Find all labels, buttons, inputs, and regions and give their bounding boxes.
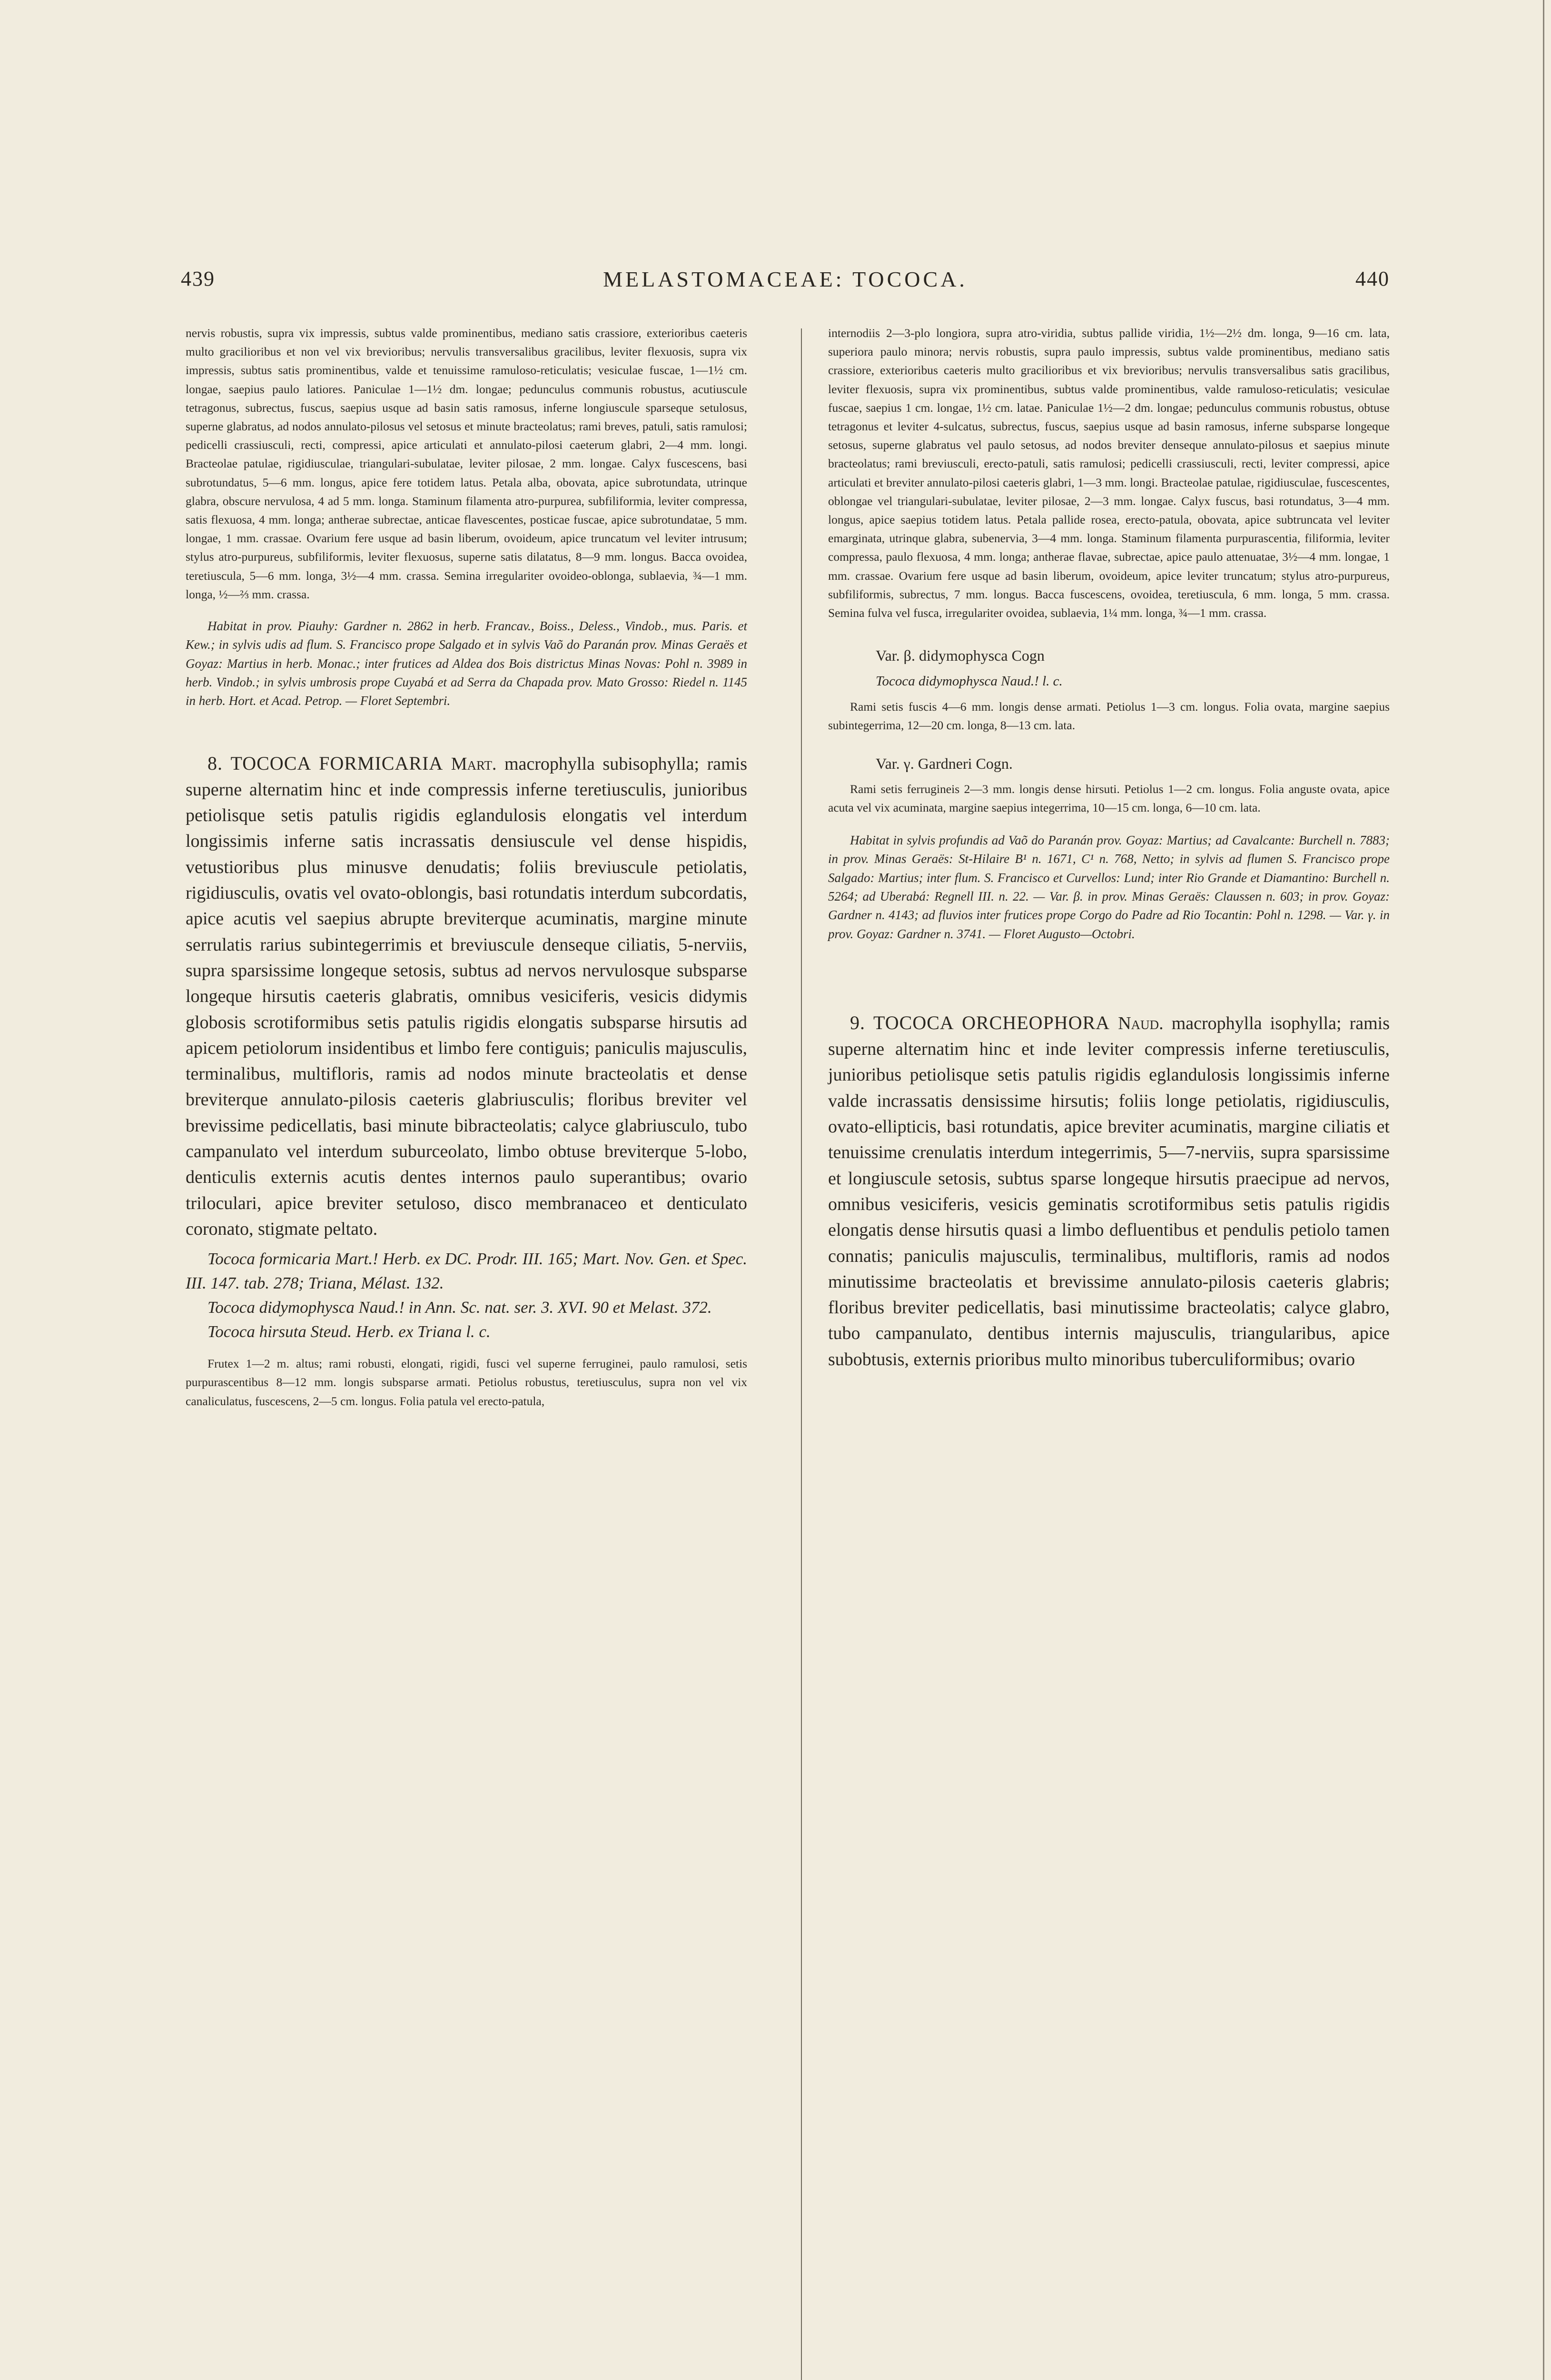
species-8-description: [186, 751, 747, 1242]
species-number: 8.: [207, 752, 223, 774]
variety-description: Rami setis fuscis 4—6 mm. longis dense armati. Petiolus 1—3 cm. longus. Folia ovata, margine saepius subintegerrima, 12—20 cm. longa, 8—13 cm. lata.: [828, 700, 1390, 733]
description-continuation: nervis robustis, supra vix impressis, subtus valde prominentibus, mediano satis crassiore, exterioribus caeteris multo gracilioribus et non vel vix brevioribus; nervulis transversalibus gracilibus, leviter flexuosis, supra vix impressis, subtus satis prominentibus, valde et tenuissime ramuloso-reticulatis; vesiculae fuscae, 1—1½ cm. longae, saepius paulo latiores. Paniculae 1—1½ dm. longae; pedunculus communis robustus, acutiuscule tetragonus, subrectus, fuscus, saepius usque ad basin satis ramosus, inferne longiuscule sparseque setulosus, superne glabratus, ad nodos annulato-pilosus vel setosus et minute bracteolatus; rami breves, patuli, satis ramulosi; pedicelli crassiusculi, recti, compressi, apice articulati et annulato-pilosi caeterum glabri, 2—4 mm. longi. Bracteolae patulae, rigidiusculae, triangulari-subulatae, leviter pilosae, 2 mm. longae. Calyx fuscescens, basi subrotundatus, 5—6 mm. longus, apice fere totidem latus. Petala alba, obovata, apice subrotundata, utrinque glabra, obscure nervulosa, 4 ad 5 mm. longa. Staminum filamenta atro-purpurea, subfiliformia, leviter compressa, satis flexuosa, 4 mm. longa; antherae subrectae, anticae flavescentes, posticae fuscae, apice subrotundatae, 5 mm. longae, 1 mm. crassae. Ovarium fere usque ad basin liberum, ovoideum, apice truncatum vel leviter intrusum; stylus atro-purpureus, subfiliformis, leviter flexuosus, superne satis dilatatus, 8—9 mm. longus. Bacca ovoidea, teretiuscula, 5—6 mm. longa, 3½—4 mm. crassa. Semina irregulariter ovoideo-oblonga, sublaevia, ¾—1 mm. longa, ½—⅔ mm. crassa.: [186, 326, 747, 601]
left-column: [186, 324, 747, 1410]
species-name: TOCOCA FORMICARIA: [230, 752, 444, 774]
synonym-citation: Tococa formicaria Mart.! Herb. ex DC. Prodr. III. 165; Mart. Nov. Gen. et Spec. III. 147. tab. 278; Triana, Mélast. 132.: [186, 1250, 747, 1293]
species-diagnosis: macrophylla subisophylla; ramis superne alternatim hinc et inde compressis inferne teretiusculis, junioribus petiolisque setis patulis rigidis eglandulosis elongatis vel interdum longissimis inferne satis incrassatis densiuscule vel dense hispidis, vetustioribus plus minusve denudatis; foliis breviuscule petiolatis, rigidiusculis, ovatis vel ovato-oblongis, basi rotundatis interdum subcordatis, apice acutis vel saepius abrupte breviterque acuminatis, margine minute serrulatis rarius subintegerrimis et breviuscule denseque ciliatis, 5-nerviis, supra sparsissime longeque setosis, subtus ad nervos nervulosque subsparse longeque hirsutis caeteris glabratis, omnibus vesiciferis, vesicis didymis globosis scrotiformibus setis patulis rigidis elongatis subsparse hirsutis ad apicem petiolorum insidentibus et limbo fere contiguis; paniculis majusculis, terminalibus, multifloris, ramis ad nodos minute bracteolatis et dense breviterque annulato-pilosis caeteris glabriusculis; floribus breviter vel brevissime pedicellatis, basi minute bibracteolatis; calyce glabriusculo, tubo campanulato vel interdum suburceolato, limbo obtuse breviterque 5-lobo, denticulis externis acutis dentes internos paulo superantibus; ovario triloculari, apice breviter setuloso, disco membranaceo et denticulato coronato, stigmate peltato.: [186, 754, 748, 1239]
species-diagnosis: macrophylla isophylla; ramis superne alternatim hinc et inde leviter compressis inferne teretiusculis, junioribus petiolisque setis patulis rigidis eglandulosis longissimis inferne valde incrassatis densissime hirsutis; foliis longe petiolatis, rigidiusculis, ovato-ellipticis, basi rotundatis, apice breviter acuminatis, margine ciliatis et tenuissime crenulatis interdum integerrimis, 5—7-nerviis, supra sparsissime et longiuscule setosis, subtus sparse longeque hirsutis praecipue ad nervos, omnibus vesiciferis, vesicis geminatis scrotiformibus setis patulis rigidis elongatis dense hirsutis quasi a limbo defluentibus et pendulis petiolo tamen connatis; paniculis majusculis, terminalibus, multifloris, ramis ad nodos minutissime bracteolatis et brevissime annulato-pilosis caeteris glabris; floribus breviter pedicellatis, basi minutissime bracteolatis; calyce glabro, tubo campanulato, dentibus internis majusculis, triangularibus, apice subobtusis, externis prioribus multo minoribus tuberculiformibus; ovario: [828, 1013, 1390, 1369]
variety-synonym: Tococa didymophysca Naud.! l. c.: [876, 674, 1063, 689]
habitat-paragraph: Habitat in sylvis profundis ad Vaõ do Paranán prov. Goyaz: Martius; ad Cavalcante: Burchell n. 7883; in prov. Minas Geraës: St-Hilaire B¹ n. 1671, C¹ n. 768, Netto; in sylvis ad flumen S. Francisco prope Salgado: Martius; inter flum. S. Francisco et Curvellos: Lund; inter Rio Grande et Diamantino: Burchell n. 5264; ad Uberabá: Regnell III. n. 22. — Var. β. in prov. Minas Geraës: Claussen n. 603; in prov. Goyaz: Gardner n. 4143; ad fluvios inter frutices prope Corgo do Padre ad Rio Tocantin: Pohl n. 1298. — Var. γ. in prov. Goyaz: Gardner n. 3741. — Floret Augusto—Octobri.: [828, 833, 1390, 941]
variety-description: Rami setis ferrugineis 2—3 mm. longis dense hirsuti. Petiolus 1—2 cm. longus. Folia anguste ovata, apice acuta vel vix acuminata, margine saepius integerrima, 10—15 cm. longa, 6—10 cm. lata.: [828, 782, 1390, 814]
description-paragraph: Frutex 1—2 m. altus; rami robusti, elongati, rigidi, fusci vel superne ferruginei, paulo ramulosi, setis purpurascentibus 8—12 mm. longis subsparse armati. Petiolus robustus, teretiusculus, supra non vel vix canaliculatus, fuscescens, 2—5 cm. longus. Folia patula vel erecto-patula,: [186, 1357, 747, 1408]
species-number: 9.: [850, 1012, 865, 1033]
page-edge-line: [1543, 0, 1544, 2380]
page-number-right: 440: [1355, 267, 1390, 290]
running-title: MELASTOMACEAE: TOCOCA.: [603, 267, 968, 291]
synonym-citation: Tococa didymophysca Naud.! in Ann. Sc. nat. ser. 3. XVI. 90 et Melast. 372.: [207, 1298, 712, 1317]
description-continuation: internodiis 2—3-plo longiora, supra atro-viridia, subtus pallide viridia, 1½—2½ dm. longa, 9—16 cm. lata, superiora paulo minora; nervis robustis, supra paulo impressis, subtus valde prominentibus, mediano satis crassiore, exterioribus caeteris multo gracilioribus et vix brevioribus; nervulis transversalibus satis gracilibus, leviter flexuosis, supra vix prominentibus, subtus valde prominentibus, valde ramuloso-reticulatis; vesiculae fuscae, saepius 1 cm. longae, 1½ cm. latae. Paniculae 1½—2 dm. longae; pedunculus communis robustus, obtuse tetragonus et leviter 4-sulcatus, subrectus, fuscus, saepius usque ad basin ramosus, inferne subsparse longeque setosus, superne glabratus vel paulo setosus, ad nodos breviter denseque annulato-pilosus et saepius minute bracteolatus; rami breviusculi, erecto-patuli, satis ramulosi; pedicelli crassiusculi, recti, leviter compressi, apice articulati et breviter annulato-pilosi caeteris glabri, 1—3 mm. longi. Bracteolae patulae, rigidiusculae, fuscescentes, oblongae vel triangulari-subulatae, leviter pilosae, 2—3 mm. longae. Calyx fuscus, basi rotundatus, 3—4 mm. longus, apice saepius totidem latus. Petala pallide rosea, erecto-patula, obovata, apice subtruncata vel leviter emarginata, utrinque glabra, subenervia, 3—4 mm. longa. Staminum filamenta purpurascentia, filiformia, leviter compressa, paulo flexuosa, 4 mm. longa; antherae flavae, subrectae, apice paulo attenuatae, 3½—4 mm. longae, 1 mm. crassae. Ovarium fere usque ad basin liberum, ovoideum, apice leviter truncatum; stylus atro-purpureus, subfiliformis, subrectus, 7 mm. longus. Bacca fuscescens, ovoidea, teretiuscula, 6 mm. longa, 5 mm. crassa. Semina fulva vel fusca, irregulariter ovoidea, sublaevia, 1¼ mm. longa, ¾—1 mm. crassa.: [828, 326, 1390, 620]
species-author: Naud.: [1118, 1013, 1164, 1033]
running-head: [181, 267, 1390, 305]
habitat-paragraph: Habitat in prov. Piauhy: Gardner n. 2862 in herb. Francav., Boiss., Deless., Vindob., mus. Paris. et Kew.; in sylvis udis ad flum. S. Francisco prope Salgado et in sylvis Vaõ do Paranán prov. Minas Geraës et Goyaz: Martius in herb. Monac.; inter frutices ad Aldea dos Bois districtus Minas Novas: Pohl n. 3989 in herb. Vindob.; in sylvis umbrosis prope Cuyabá et ad Serra da Chapada prov. Mato Grosso: Riedel n. 1145 in herb. Hort. et Acad. Petrop. — Floret Septembri.: [186, 619, 747, 708]
synonym-citation: Tococa hirsuta Steud. Herb. ex Triana l. c.: [207, 1322, 491, 1341]
column-divider: [801, 328, 802, 2380]
variety-heading: Var. γ. Gardneri Cogn.: [876, 754, 1013, 772]
species-9-description: [828, 1010, 1390, 1372]
species-author: Mart.: [451, 754, 497, 774]
species-name: TOCOCA ORCHEOPHORA: [873, 1012, 1110, 1033]
page-number-left: 439: [181, 267, 215, 290]
variety-heading: Var. β. didymophysca Cogn: [876, 647, 1045, 664]
right-column: [828, 324, 1390, 1372]
